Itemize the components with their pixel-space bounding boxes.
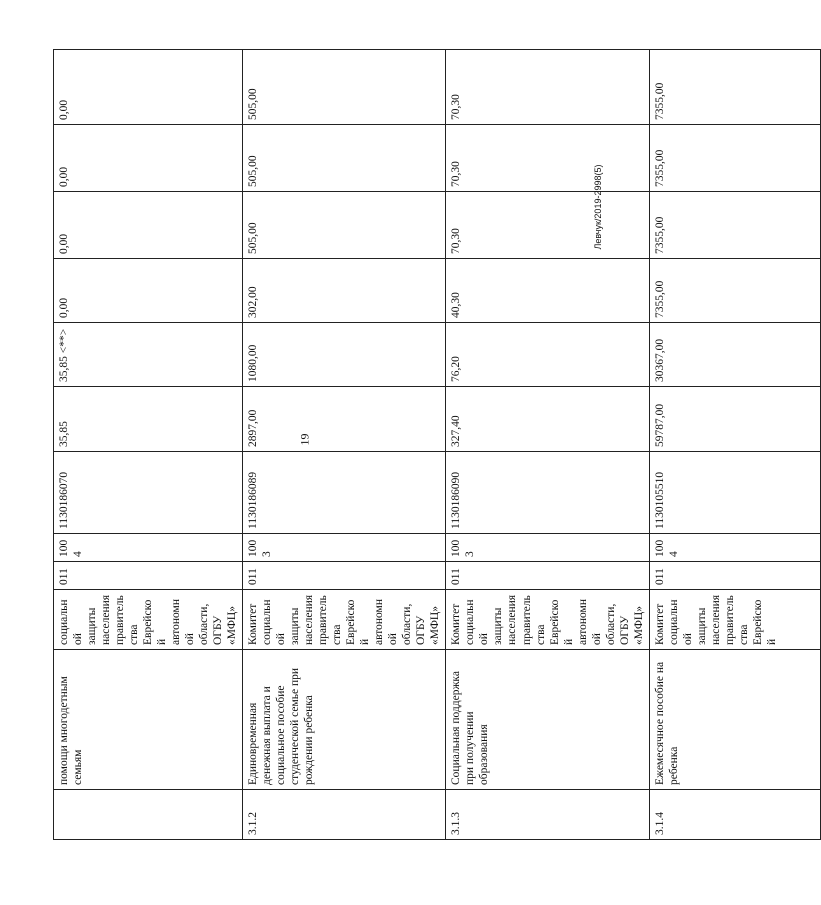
cell-name: помощи многодетным семьям (54, 650, 243, 790)
cell-csr: 1130186070 (54, 452, 243, 534)
cell-executor: Комитет социальной защиты населения правительства Еврейской автономной области, ОГБУ «МФЦ» (446, 590, 649, 650)
program-funding-table (53, 49, 821, 840)
cell-grbs: 011 (649, 562, 820, 590)
cell-csr: 1130186089 (243, 452, 446, 534)
cell-value-year2: 0,00 (54, 259, 243, 323)
cell-grbs: 011 (54, 562, 243, 590)
cell-rzpr: 1004 (54, 534, 243, 562)
cell-value-total: 35,85 (54, 387, 243, 452)
cell-name: Единовременная денежная выплата и социальное пособие студенческой семье при рождении ребенка (243, 650, 446, 790)
cell-value-year4: 505,00 (243, 125, 446, 192)
cell-value-year5: 70,30 (446, 50, 649, 125)
cell-value-year3: 505,00 (243, 192, 446, 259)
cell-num: 3.1.4 (649, 790, 820, 840)
cell-value-year5: 505,00 (243, 50, 446, 125)
page-number: 19 (297, 433, 312, 446)
cell-name: Ежемесячное пособие на ребенка (649, 650, 820, 790)
cell-num: 3.1.2 (243, 790, 446, 840)
table-row (649, 50, 820, 840)
cell-grbs: 011 (243, 562, 446, 590)
cell-csr: 1130105510 (649, 452, 820, 534)
cell-rzpr: 1003 (446, 534, 649, 562)
cell-value-year1: 1080,00 (243, 323, 446, 387)
cell-value-year1: 35,85 <**> (54, 323, 243, 387)
cell-value-total: 59787,00 (649, 387, 820, 452)
cell-executor: Комитет социальной защиты населения правительства Еврейской (649, 590, 820, 650)
cell-value-year3: 7355,00 (649, 192, 820, 259)
table-row (243, 50, 446, 840)
cell-value-year3: 70,30 (446, 192, 649, 259)
cell-value-year4: 70,30 (446, 125, 649, 192)
rotated-table-block (53, 50, 778, 840)
cell-value-year2: 302,00 (243, 259, 446, 323)
cell-value-year4: 0,00 (54, 125, 243, 192)
footer-document-code: Левчук/2019-2998(5) (593, 164, 603, 250)
table-row (54, 50, 243, 840)
cell-value-year4: 7355,00 (649, 125, 820, 192)
cell-value-year3: 0,00 (54, 192, 243, 259)
cell-rzpr: 1004 (649, 534, 820, 562)
cell-value-year5: 0,00 (54, 50, 243, 125)
cell-value-year5: 7355,00 (649, 50, 820, 125)
cell-rzpr: 1003 (243, 534, 446, 562)
cell-value-total: 2897,00 (243, 387, 446, 452)
cell-executor: Комитет социальной защиты населения правительства Еврейской автономной области, ОГБУ «МФЦ» (243, 590, 446, 650)
cell-value-year1: 30367,00 (649, 323, 820, 387)
cell-num: 3.1.3 (446, 790, 649, 840)
cell-value-year1: 76,20 (446, 323, 649, 387)
cell-grbs: 011 (446, 562, 649, 590)
cell-value-year2: 40,30 (446, 259, 649, 323)
cell-value-total: 327,40 (446, 387, 649, 452)
table-row (446, 50, 649, 840)
cell-csr: 1130186090 (446, 452, 649, 534)
cell-executor: социальной защиты населения правительства Еврейской автономной области, ОГБУ «МФЦ» (54, 590, 243, 650)
cell-num (54, 790, 243, 840)
cell-name: Социальная поддержка при получении образования (446, 650, 649, 790)
cell-value-year2: 7355,00 (649, 259, 820, 323)
